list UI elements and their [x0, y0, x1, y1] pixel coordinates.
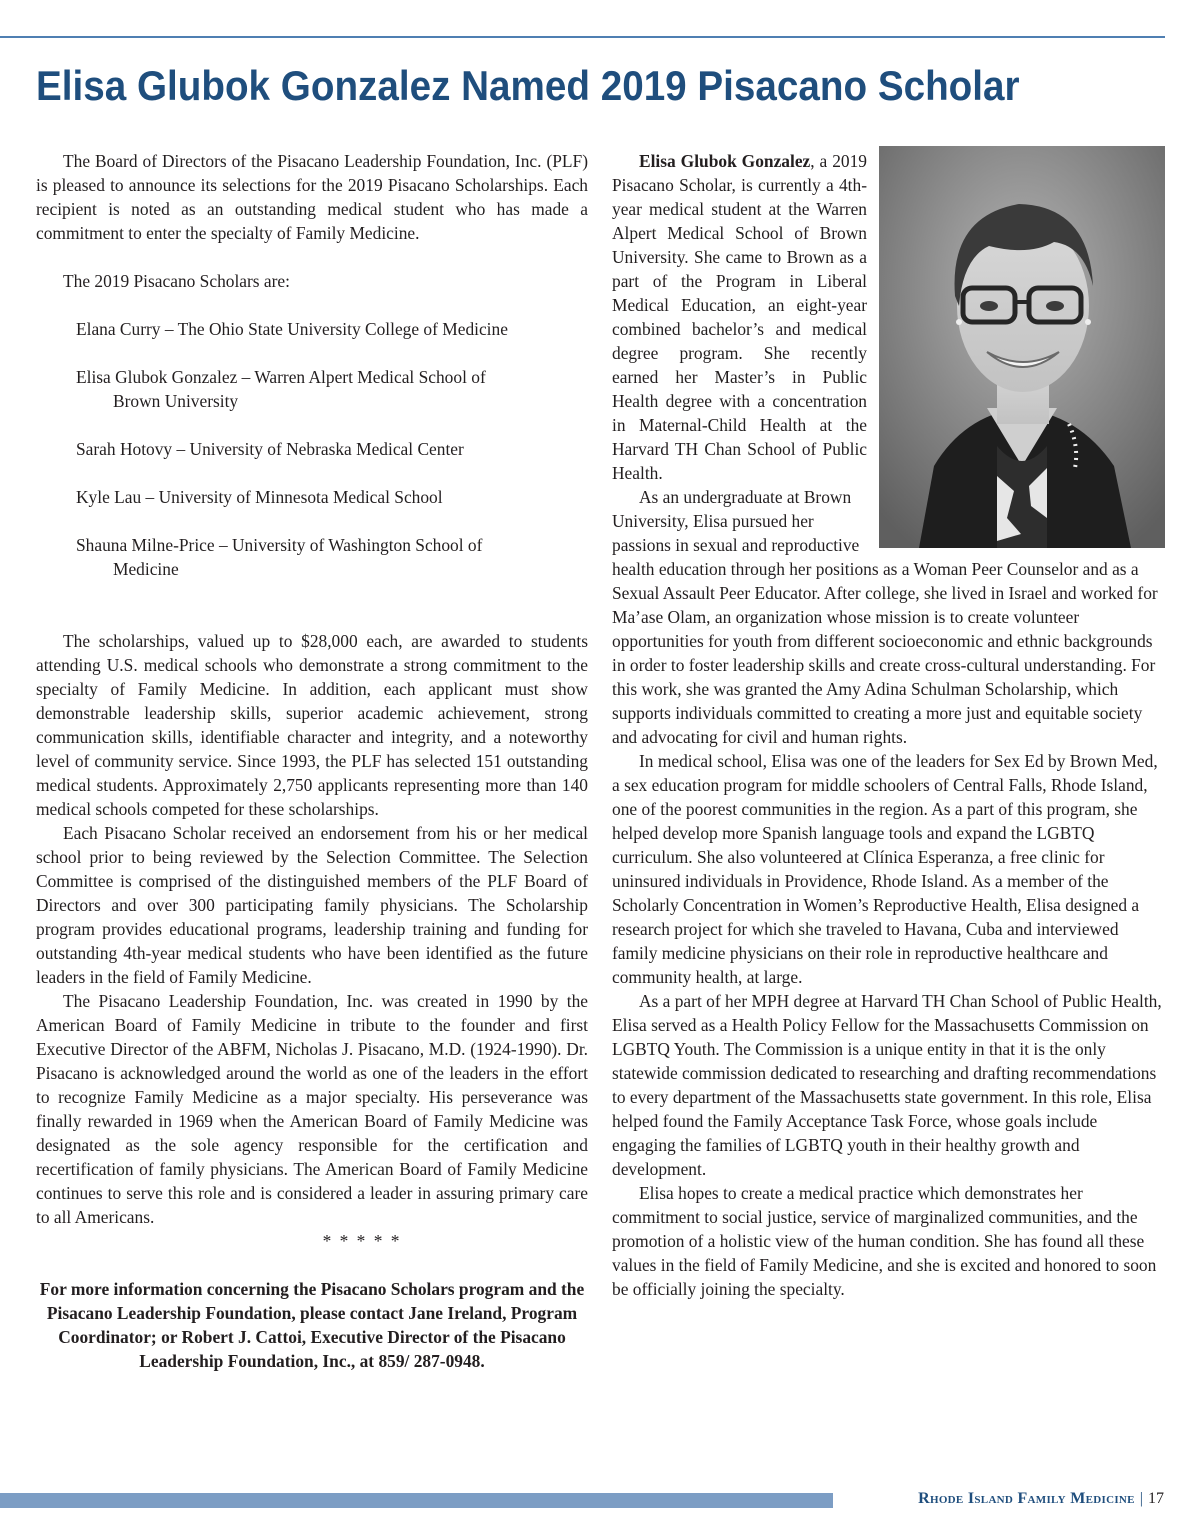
footer-bar — [0, 1493, 833, 1508]
portrait-image — [879, 146, 1165, 548]
page-footer — [918, 1490, 1164, 1508]
top-rule — [0, 36, 1165, 38]
medical-school-paragraph: In medical school, Elisa was one of the leaders for Sex Ed by Brown Med, a sex education program for middle schoolers of Central Falls, Rhode Island, one of the poorest communities in the region. As a part of this program, she helped develop more Spanish language tools and expand the LGBTQ curriculum. She also volunteered at Clínica Esperanza, a free clinic for uninsured individuals in Providence, Rhode Island. As a member of the Scholarly Concentration in Women’s Reproductive Health, Elisa designed a research project for which she traveled to Havana, Cuba and interviewed family medicine physicians on their role in reproductive healthcare and community health, at large. — [612, 751, 1158, 987]
scholar-name: Elisa Glubok Gonzalez — [639, 151, 811, 171]
page-number: 17 — [1148, 1490, 1164, 1507]
undergraduate-paragraph: As an undergraduate at Brown University, Elisa pursued her passions in sexual and reproductive health education through her positions as a Woman Peer Counselor and as a Sexual Assault Peer Educator. After college, she lived in Israel and worked for Ma’ase Olam, an organization whose mission is to create volunteer opportunities for youth from different socioeconomic and ethnic backgrounds in order to foster leadership skills and create cross-cultural understanding. For this work, she was granted the Amy Adina Schulman Scholarship, which supports individuals committed to creating a more just and equitable society and advocating for civil and human rights. — [612, 487, 1158, 747]
list-item — [36, 533, 588, 581]
scholar-line: Shauna Milne-Price – University of Washington School of — [76, 535, 483, 555]
closing-paragraph: Elisa hopes to create a medical practice which demonstrates her commitment to social justice, service of marginalized communities, and the promotion of a holistic view of the human condition. She has found all these values in the field of Family Medicine, and she is excited and honored to soon be officially joining the specialty. — [612, 1183, 1157, 1299]
scholar-portrait — [879, 146, 1165, 548]
publication-name: Rhode Island Family Medicine — [918, 1490, 1135, 1507]
article-title: Elisa Glubok Gonzalez Named 2019 Pisacano Scholar — [36, 62, 1020, 109]
scholar-line: Sarah Hotovy – University of Nebraska Medical Center — [76, 439, 464, 459]
list-item — [36, 485, 588, 509]
contact-info: For more information concerning the Pisacano Scholars program and the Pisacano Leadership Foundation, please contact Jane Ireland, Program Coordinator; or Robert J. Cattoi, Executive Director of the Pisacano Leadership Foundation, Inc., at 859/ 287-0948. — [39, 1279, 585, 1371]
scholar-line: Kyle Lau – University of Minnesota Medical School — [76, 487, 443, 507]
section-separator: * * * * * — [322, 1231, 402, 1251]
scholars-heading: The 2019 Pisacano Scholars are: — [63, 271, 290, 291]
intro-paragraph: The Board of Directors of the Pisacano Leadership Foundation, Inc. (PLF) is pleased to announce its selections for the 2019 Pisacano Scholarships. Each recipient is noted as an outstanding medical student who has made a commitment to enter the specialty of Family Medicine. — [36, 151, 588, 243]
bio-lead-text: , a 2019 Pisacano Scholar, is currently a 4th-year medical student at the Warren Alpert Medical School of Brown University. She came to Brown as a part of the Program in Liberal Medical Education, an eight-year combined bachelor’s and medical degree program. She recently earned her Master’s in Public Health degree with a concentration in Maternal-Child Health at the Harvard TH Chan School of Public Health. — [612, 151, 867, 483]
scholarship-paragraph: The scholarships, valued up to $28,000 each, are awarded to students attending U.S. medical schools who demonstrate a strong commitment to the specialty of Family Medicine. In addition, each applicant must show demonstrable leadership skills, superior academic achievement, strong communication skills, identifiable character and integrity, and a noteworthy level of community service. Since 1993, the PLF has selected 151 outstanding medical students. Approximately 2,750 applicants representing more than 140 medical schools competed for these scholarships. — [36, 631, 588, 819]
scholars-list — [36, 317, 588, 581]
footer-separator: | — [1139, 1490, 1143, 1507]
scholar-line: Elana Curry – The Ohio State University College of Medicine — [76, 319, 508, 339]
scholar-line-continued: Brown University — [113, 391, 239, 411]
foundation-paragraph: The Pisacano Leadership Foundation, Inc. was created in 1990 by the American Board of Family Medicine in tribute to the founder and first Executive Director of the ABFM, Nicholas J. Pisacano, M.D. (1924-1990). Dr. Pisacano is acknowledged around the world as one of the leaders in the effort to recognize Family Medicine as a major specialty. His perseverance was finally rewarded in 1969 when the American Board of Family Medicine was designated as the sole agency responsible for the certification and recertification of family physicians. The American Board of Family Medicine continues to serve this role and is considered a leader in assuring primary care to all Americans. — [36, 991, 588, 1227]
list-item — [36, 365, 588, 413]
list-item — [36, 437, 588, 461]
endorsement-paragraph: Each Pisacano Scholar received an endorsement from his or her medical school prior to being reviewed by the Selection Committee. The Selection Committee is comprised of the distinguished members of the PLF Board of Directors and over 300 participating family physicians. The Scholarship program provides educational programs, leadership training and funding for outstanding 4th-year medical students who have been identified as the future leaders in the field of Family Medicine. — [36, 823, 588, 987]
list-item — [36, 317, 588, 341]
scholar-line: Elisa Glubok Gonzalez – Warren Alpert Medical School of — [76, 367, 486, 387]
right-column — [612, 149, 1165, 1301]
scholar-line-continued: Medicine — [113, 559, 179, 579]
left-column — [36, 149, 588, 1373]
mph-paragraph: As a part of her MPH degree at Harvard TH Chan School of Public Health, Elisa served as a Health Policy Fellow for the Massachusetts Commission on LGBTQ Youth. The Commission is a unique entity in that it is the only statewide commission dedicated to researching and drafting recommendations to every department of the Massachusetts state government. In this role, Elisa helped found the Family Acceptance Task Force, whose goals include engaging the families of LGBTQ youth in their healthy growth and development. — [612, 991, 1162, 1179]
